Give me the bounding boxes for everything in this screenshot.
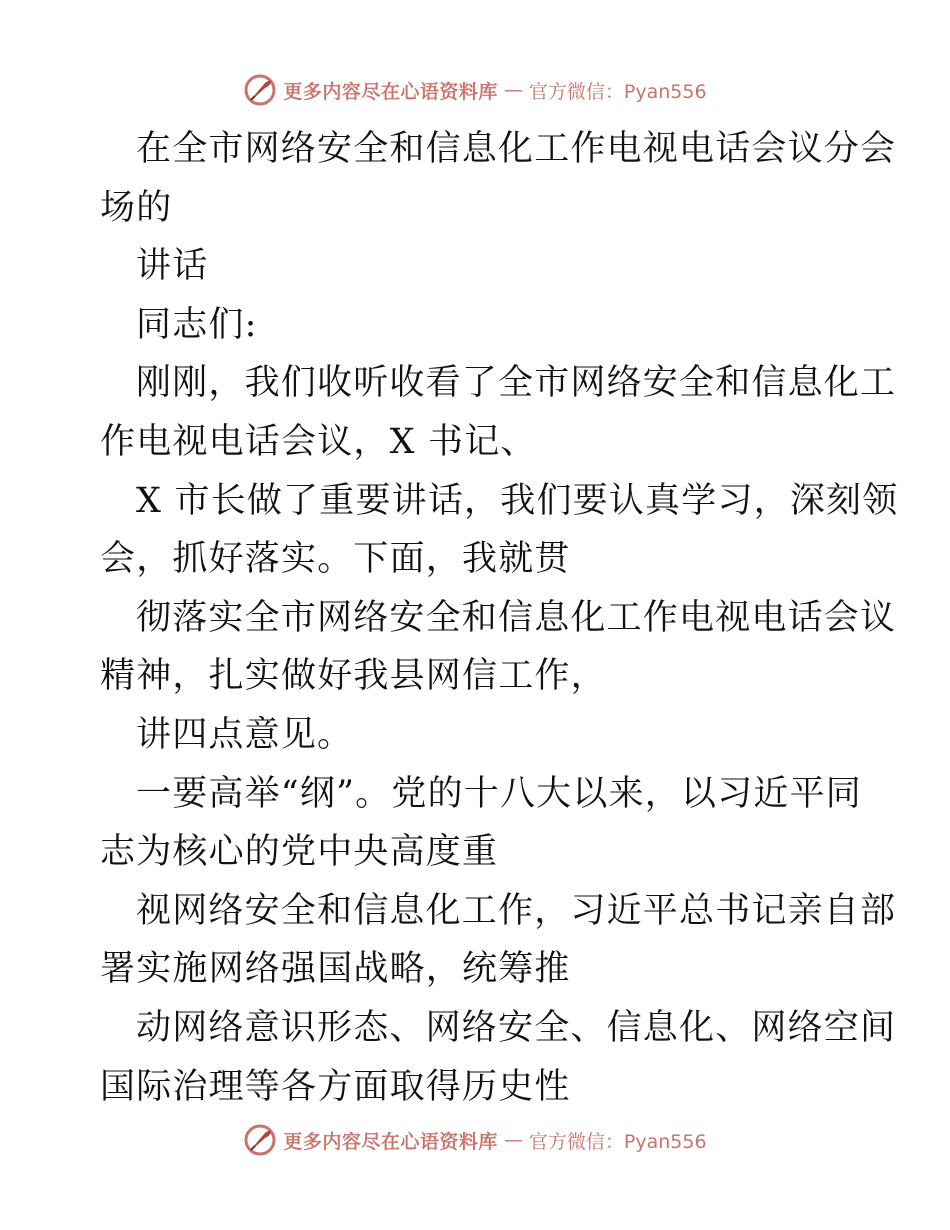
text-line: 场的 (100, 187, 173, 228)
watermark-separator: — (503, 79, 523, 101)
text-line: 视网络安全和信息化工作，习近平总书记亲自部 (136, 890, 897, 931)
text-line: 署实施网络强国战略，统筹推 (100, 949, 571, 990)
watermark-content (243, 73, 706, 107)
text-line: 刚刚，我们收听收看了全市网络安全和信息化工 (136, 363, 897, 404)
header-watermark (0, 70, 950, 110)
text-line: 会，抓好落实。下面，我就贯 (100, 539, 571, 580)
watermark-contact: 官方微信：Pyan556 (528, 1130, 707, 1153)
text-line: 一要高举“纲”。党的十八大以来，以习近平同 (136, 773, 862, 814)
text-line: X 市长做了重要讲话，我们要认真学习，深刻领 (136, 480, 899, 521)
text-line: 同志们: (136, 304, 258, 345)
document-body (100, 120, 899, 1116)
watermark-separator: — (503, 1129, 523, 1151)
watermark-content (243, 1123, 706, 1157)
text-line: 精神，扎实做好我县网信工作， (100, 656, 607, 697)
quill-pen-icon (243, 73, 277, 107)
watermark-contact: 官方微信：Pyan556 (528, 80, 707, 103)
text-line: 讲话 (136, 246, 209, 287)
text-line: 动网络意识形态、网络安全、信息化、网络空间 (136, 1007, 897, 1048)
text-line: 志为核心的党中央高度重 (100, 832, 499, 873)
text-line: 国际治理等各方面取得历史性 (100, 1066, 571, 1107)
watermark-brand: 更多内容尽在心语资料库 (283, 80, 498, 103)
quill-pen-icon (243, 1123, 277, 1157)
text-line: 作电视电话会议，X 书记、 (100, 421, 537, 462)
text-line: 在全市网络安全和信息化工作电视电话会议分会 (136, 129, 897, 169)
footer-watermark (0, 1120, 950, 1160)
text-line: 彻落实全市网络安全和信息化工作电视电话会议 (136, 597, 897, 638)
watermark-brand: 更多内容尽在心语资料库 (283, 1130, 498, 1153)
text-line: 讲四点意见。 (136, 714, 354, 755)
